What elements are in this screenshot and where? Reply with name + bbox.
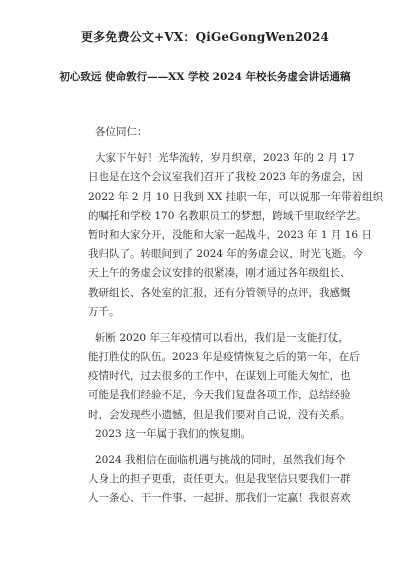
paragraph-1-line-6: 我归队了。转眼间到了 2024 年的务虚会议，时光飞逝。今 [88, 248, 363, 261]
paragraph-4-line-2: 人身上的担子更重，责任更大。但是我坚信只要我们一群 [88, 473, 351, 486]
paragraph-2-line-3: 疫情时代，过去很多的工作中，在谋划上可能大匆忙，也 [88, 370, 351, 383]
paragraph-1-line-8: 教研组长、各处室的汇报，还有分管领导的点评，我感慨 [88, 286, 351, 299]
paragraph-1-line-7: 天上午的务虚会议安排的很紧凑，刚才通过各年级组长、 [88, 267, 351, 280]
paragraph-2-line-4: 可能是我们经验不足，今天我们复盘各项工作，总结经验 [88, 389, 351, 402]
paragraph-4-line-3: 人一条心、干一件事、一起拼、那我们一定赢！我很喜欢 [88, 492, 351, 505]
paragraph-1-line-3: 2022 年 2 月 10 日我到 XX 挂职一年，可以说那一年带着组织 [88, 190, 384, 203]
paragraph-2-line-1: 斩断 2020 年三年疫情可以看出，我们是一支能打仗， [95, 331, 349, 344]
paragraph-2-line-2: 能打胜仗的队伍。2023 年是疫情恢复之后的第一年，在后 [88, 351, 360, 364]
salutation-line: 各位同仁： [95, 126, 148, 138]
promo-banner: 更多免费公文+VX：QiGeGongWen2024 [80, 30, 330, 44]
paragraph-1-line-5: 暂时和大家分开，没能和大家一起战斗，2023 年 1 月 16 日 [88, 228, 372, 241]
paragraph-1-line-1: 大家下午好！光华流转，岁月织章，2023 年的 2 月 17 [95, 152, 355, 165]
paragraph-1-line-9: 万千。 [88, 305, 120, 318]
document-body [88, 123, 384, 509]
paragraph-1-line-2: 日也是在这个会议室我们召开了我校 2023 年的务虚会，因 [88, 171, 363, 184]
paragraph-2-line-5: 时，会发现些小遗憾，但是我们要对自己说，没有关系。 [88, 408, 351, 421]
document-title: 初心致远 使命敦行——XX 学校 2024 年校长务虚会讲话通稿 [59, 71, 351, 83]
paragraph-3-line-1: 2023 这一年属于我们的恢复期。 [95, 427, 252, 440]
paragraph-4-line-1: 2024 我相信在面临机遇与挑战的同时，虽然我们每个 [95, 454, 346, 466]
paragraph-1-line-4: 的嘱托和学校 170 名教职员工的梦想，跨域千里取经学艺。 [88, 209, 367, 222]
